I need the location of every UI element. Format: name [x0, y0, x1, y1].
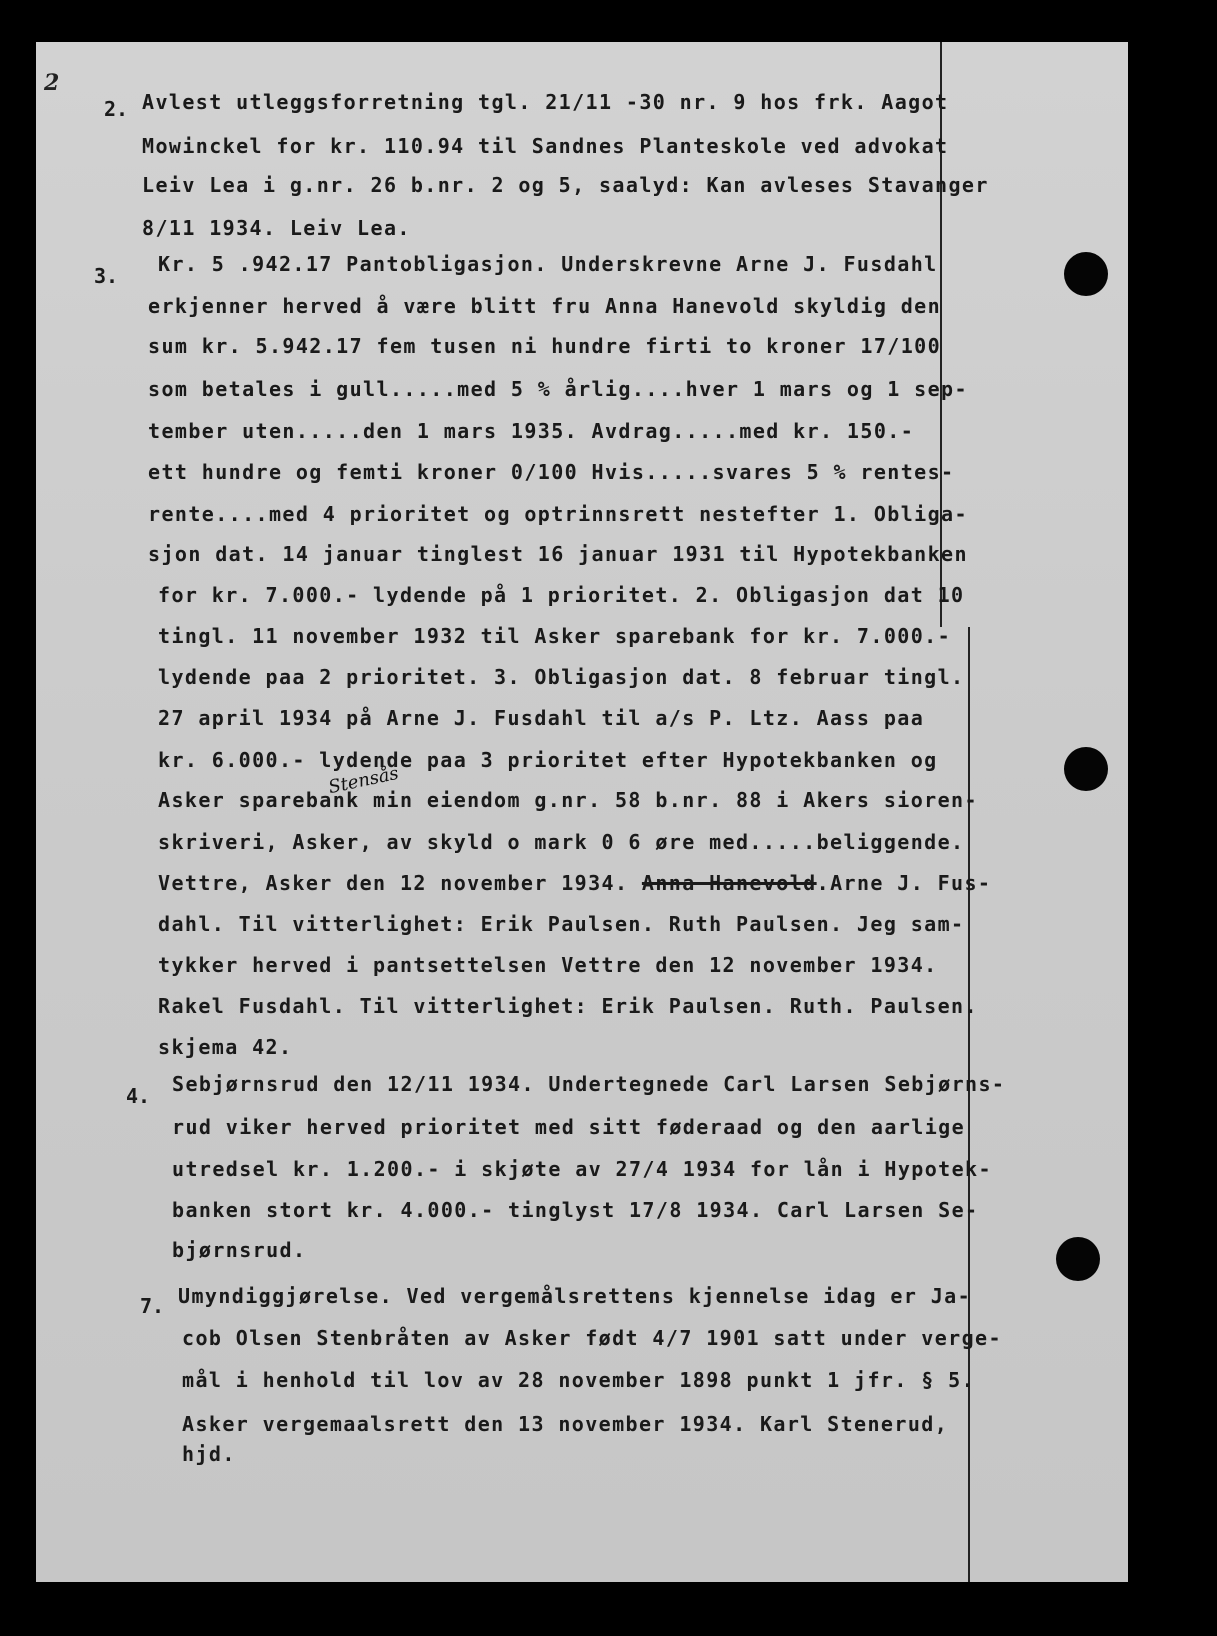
entry-number: 3.: [94, 264, 119, 288]
entry-number: 7.: [140, 1294, 165, 1318]
text-line: hjd.: [182, 1442, 236, 1466]
text-line: ett hundre og femti kroner 0/100 Hvis.....svares 5 % rentes-: [148, 460, 955, 484]
text-segment: .Arne J. Fus-: [816, 871, 992, 895]
text-line: tykker herved i pantsettelsen Vettre den 12 november 1934.: [158, 953, 938, 977]
text-line: erkjenner herved å være blitt fru Anna Hanevold skyldig den: [148, 294, 942, 318]
text-line: skriveri, Asker, av skyld o mark 0 6 øre med.....beliggende.: [158, 830, 965, 854]
text-line: Rakel Fusdahl. Til vitterlighet: Erik Paulsen. Ruth. Paulsen.: [158, 994, 978, 1018]
text-line: Sebjørnsrud den 12/11 1934. Undertegnede Carl Larsen Sebjørns-: [172, 1072, 1006, 1096]
punch-hole: [1064, 252, 1108, 296]
text-line: 8/11 1934. Leiv Lea.: [142, 216, 411, 240]
text-line: dahl. Til vitterlighet: Erik Paulsen. Ruth Paulsen. Jeg sam-: [158, 912, 965, 936]
struck-text: Anna Hanevold: [641, 871, 817, 895]
text-line: utredsel kr. 1.200.- i skjøte av 27/4 1934 for lån i Hypotek-: [172, 1157, 992, 1181]
text-line: sjon dat. 14 januar tinglest 16 januar 1931 til Hypotekbanken: [148, 542, 968, 566]
text-line: kr. 6.000.- lydende paa 3 prioritet efter Hypotekbanken og: [158, 748, 938, 772]
text-line: lydende paa 2 prioritet. 3. Obligasjon dat. 8 februar tingl.: [158, 665, 965, 689]
text-line: rente....med 4 prioritet og optrinnsrett nestefter 1. Obliga-: [148, 502, 968, 526]
text-line: tingl. 11 november 1932 til Asker sparebank for kr. 7.000.-: [158, 624, 952, 648]
text-line: Kr. 5 .942.17 Pantobligasjon. Underskrevne Arne J. Fusdahl: [158, 252, 938, 276]
handwritten-insertion: Stensås: [326, 762, 401, 799]
text-line: Avlest utleggsforretning tgl. 21/11 -30 nr. 9 hos frk. Aagot: [142, 90, 949, 114]
text-line: 27 april 1934 på Arne J. Fusdahl til a/s P. Ltz. Aass paa: [158, 706, 925, 730]
text-line: mål i henhold til lov av 28 november 1898 punkt 1 jfr. § 5.: [182, 1368, 976, 1392]
punch-hole: [1064, 747, 1108, 791]
text-line: rud viker herved prioritet med sitt føderaad og den aarlige: [172, 1115, 966, 1139]
text-line: Umyndiggjørelse. Ved vergemålsrettens kjennelse idag er Ja-: [178, 1284, 972, 1308]
text-line: tember uten.....den 1 mars 1935. Avdrag.....med kr. 150.-: [148, 419, 915, 443]
document-page: [36, 42, 1128, 1582]
text-line: Asker vergemaalsrett den 13 november 1934. Karl Stenerud,: [182, 1412, 949, 1436]
text-line: Leiv Lea i g.nr. 26 b.nr. 2 og 5, saalyd: Kan avleses Stavanger: [142, 173, 989, 197]
text-line: bjørnsrud.: [172, 1238, 307, 1262]
text-line: skjema 42.: [158, 1035, 293, 1059]
margin-rule: [968, 627, 970, 1582]
text-line: banken stort kr. 4.000.- tinglyst 17/8 1934. Carl Larsen Se-: [172, 1198, 979, 1222]
punch-hole: [1056, 1237, 1100, 1281]
entry-number: 2.: [104, 97, 129, 121]
text-line: som betales i gull.....med 5 % årlig....hver 1 mars og 1 sep-: [148, 377, 968, 401]
text-line: for kr. 7.000.- lydende på 1 prioritet. 2. Obligasjon dat 10: [158, 583, 965, 607]
entry-number: 4.: [126, 1084, 151, 1108]
text-line: Mowinckel for kr. 110.94 til Sandnes Planteskole ved advokat: [142, 134, 949, 158]
text-line: sum kr. 5.942.17 fem tusen ni hundre firti to kroner 17/100: [148, 334, 942, 358]
text-line: cob Olsen Stenbråten av Asker født 4/7 1901 satt under verge-: [182, 1326, 1002, 1350]
page-number: 2: [44, 70, 60, 96]
text-segment: Vettre, Asker den 12 november 1934.: [158, 871, 629, 895]
text-line: Asker sparebank min eiendom g.nr. 58 b.nr. 88 i Akers sioren-: [158, 788, 978, 812]
text-line: [158, 871, 991, 895]
